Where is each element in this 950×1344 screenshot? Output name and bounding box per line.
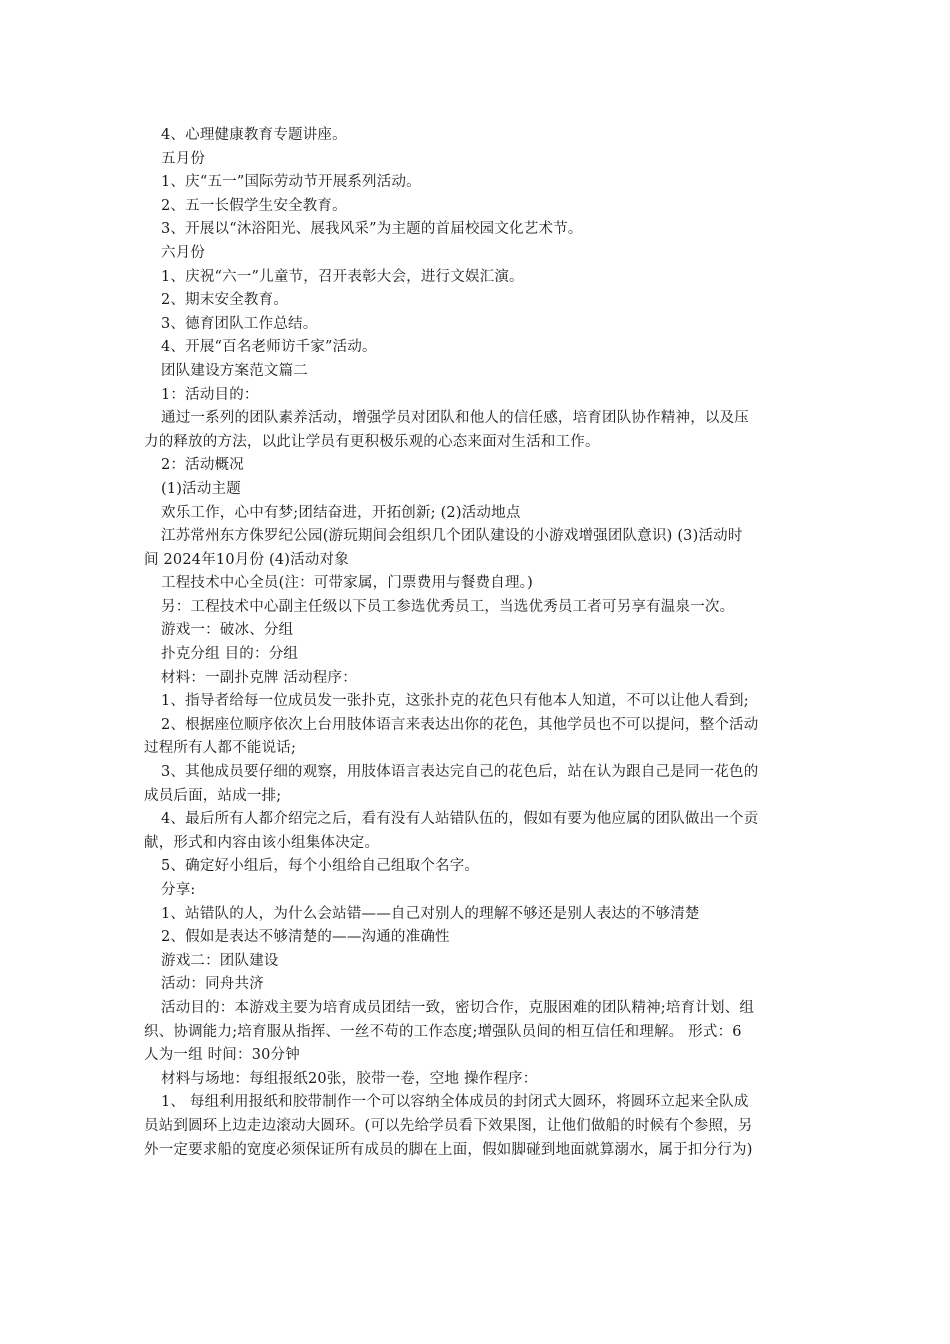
text-line: 2、期末安全教育。	[161, 292, 289, 309]
text-line: 2、五一长假学生安全教育。	[161, 197, 347, 214]
text-line: 1：活动目的：	[161, 386, 259, 403]
text-line: 1、 每组利用报纸和胶带制作一个可以容纳全体成员的封闭式大圆环，将圆环立起来全队成	[161, 1094, 749, 1111]
text-line: 分享:	[161, 882, 196, 898]
text-line: 1、庆“五一”国际劳动节开展系列活动。	[161, 174, 421, 191]
text-line: 过程所有人都不能说话;	[144, 740, 297, 757]
text-line: 1、庆祝“六一”儿童节，召开表彰大会，进行文娱汇演。	[161, 268, 524, 285]
text-line: 织、协调能力;培育服从指挥、一丝不苟的工作态度;增强队员间的相互信任和理解。 形式：6	[144, 1023, 742, 1040]
text-line: 通过一系列的团队素养活动，增强学员对团队和他人的信任感，培育团队协作精神，以及压	[161, 410, 749, 427]
section-heading: 五月份	[161, 150, 206, 167]
text-line: 1、站错队的人，为什么会站错——自己对别人的理解不够还是别人表达的不够清楚	[161, 905, 700, 922]
text-line: 3、开展以“沐浴阳光、展我风采”为主题的首届校园文化艺术节。	[161, 221, 583, 238]
text-line: 江苏常州东方侏罗纪公园(游玩期间会组织几个团队建设的小游戏增强团队意识) (3)活动时	[161, 528, 743, 545]
text-line: 4、最后所有人都介绍完之后，看有没有人站错队伍的，假如有要为他应属的团队做出一个贡	[161, 811, 759, 828]
text-line: 材料：一副扑克牌 活动程序：	[161, 669, 357, 686]
text-line: 1、指导者给每一位成员发一张扑克，这张扑克的花色只有他本人知道，不可以让他人看到;	[161, 693, 749, 710]
text-line: 4、开展“百名老师访千家”活动。	[161, 339, 377, 356]
text-line: 另：工程技术中心副主任级以下员工参选优秀员工，当选优秀员工者可另享有温泉一次。	[161, 598, 735, 615]
text-line: 材料与场地：每组报纸20张，胶带一卷，空地 操作程序：	[161, 1070, 538, 1087]
text-line: 2、根据座位顺序依次上台用肢体语言来表达出你的花色，其他学员也不可以提问，整个活动	[161, 716, 759, 733]
section-title: 团队建设方案范文篇二	[161, 362, 308, 379]
text-line: 活动目的：本游戏主要为培育成员团结一致，密切合作，克服困难的团队精神;培育计划、组	[161, 999, 755, 1016]
text-line: 活动：同舟共济	[161, 976, 264, 993]
text-line: 献，形式和内容由该小组集体决定。	[144, 834, 380, 851]
text-line: 2、假如是表达不够清楚的——沟通的准确性	[161, 929, 450, 946]
text-line: 间 2024年10月份 (4)活动对象	[144, 551, 349, 568]
section-heading: 六月份	[161, 244, 206, 261]
text-line: 扑克分组 目的：分组	[161, 646, 299, 663]
text-line: 2：活动概况	[161, 457, 244, 474]
text-line: 欢乐工作，心中有梦;团结奋进，开拓创新; (2)活动地点	[161, 504, 521, 521]
text-line: 员站到圆环上边走边滚动大圆环。(可以先给学员看下效果图，让他们做船的时候有个参照，另	[144, 1117, 753, 1134]
text-line: (1)活动主题	[161, 480, 241, 497]
section-heading: 游戏二：团队建设	[161, 952, 279, 969]
text-line: 3、德育团队工作总结。	[161, 315, 318, 332]
text-line: 3、其他成员要仔细的观察，用肢体语言表达完自己的花色后，站在认为跟自己是同一花色的	[161, 764, 759, 781]
text-line: 外一定要求船的宽度必须保证所有成员的脚在上面，假如脚碰到地面就算溺水，属于扣分行为)	[144, 1141, 753, 1158]
section-heading: 游戏一：破冰、分组	[161, 622, 294, 639]
text-line: 人为一组 时间：30分钟	[144, 1047, 300, 1064]
text-line: 力的释放的方法，以此让学员有更积极乐观的心态来面对生活和工作。	[144, 433, 600, 450]
text-line: 4、心理健康教育专题讲座。	[161, 127, 347, 143]
text-line: 成员后面，站成一排;	[144, 787, 282, 804]
document-page	[144, 124, 810, 1162]
text-line: 工程技术中心全员(注：可带家属，门票费用与餐费自理。)	[161, 575, 533, 592]
text-line: 5、确定好小组后，每个小组给自己组取个名字。	[161, 858, 480, 875]
